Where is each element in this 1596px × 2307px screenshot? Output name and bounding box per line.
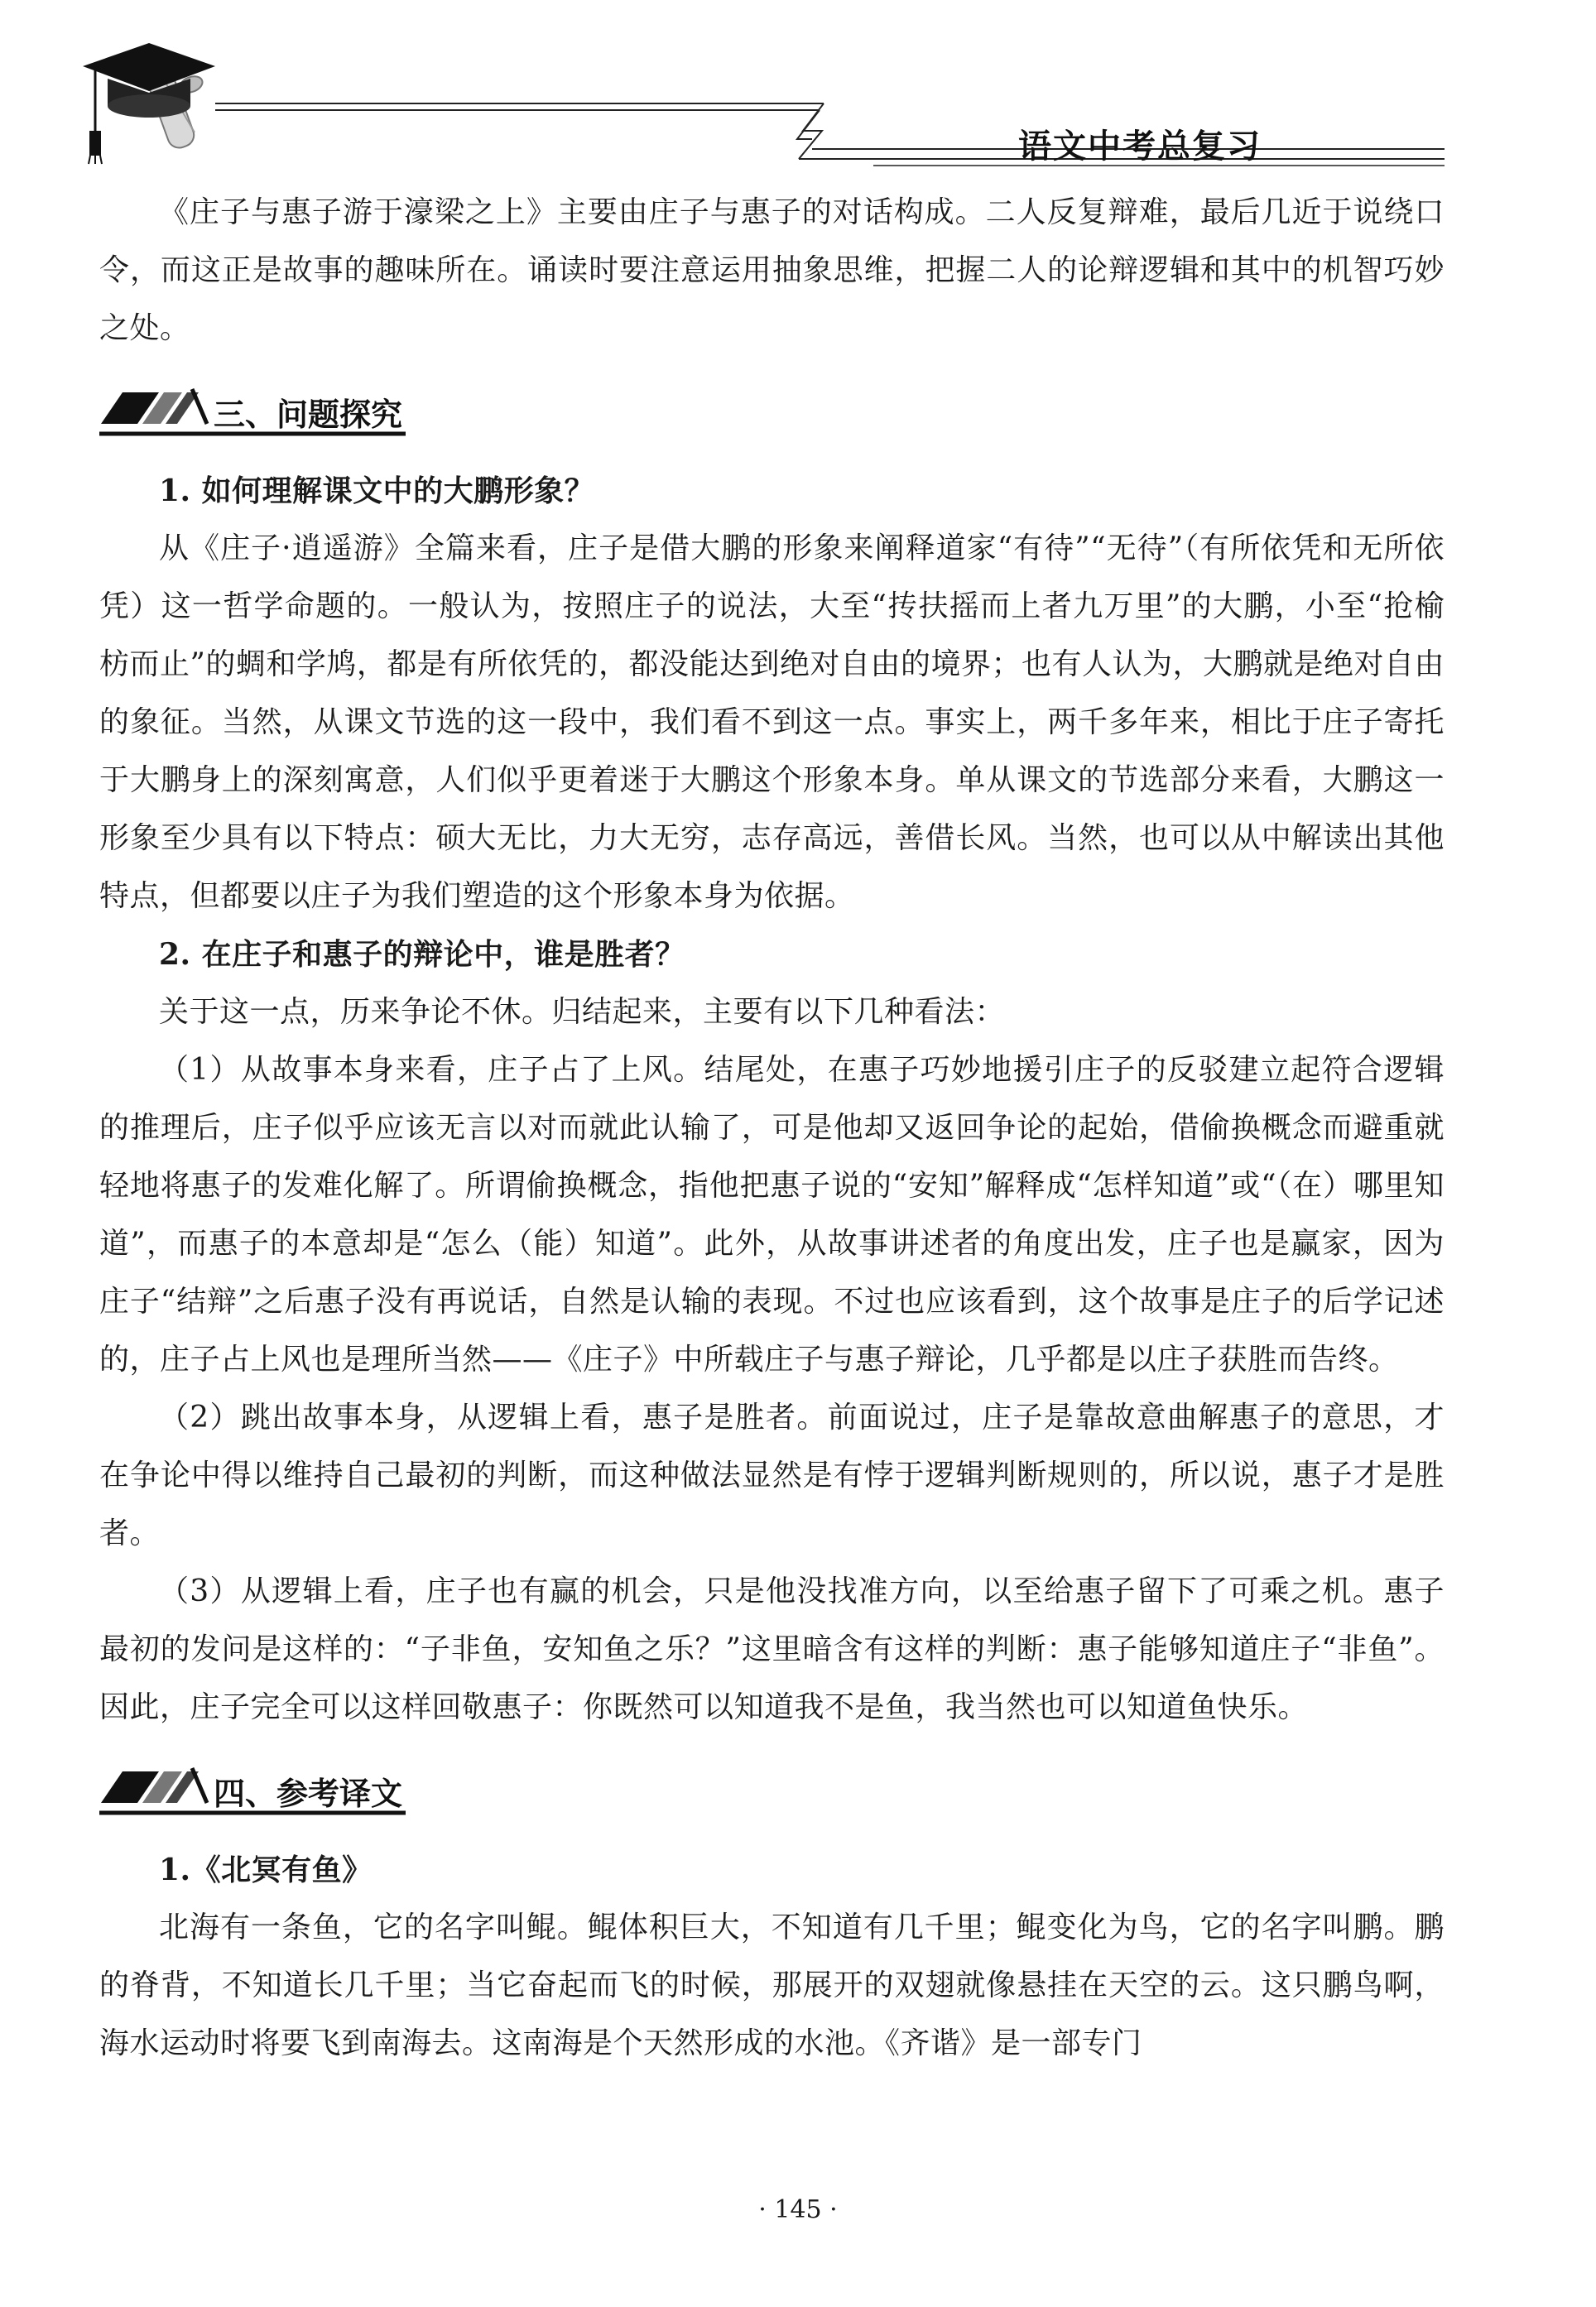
question-1-answer: 从《庄子·逍遥游》全篇来看，庄子是借大鹏的形象来阐释道家“有待”“无待”（有所依凭和无所依凭）这一哲学命题的。一般认为，按照庄子的说法，大至“抟扶摇而上者九万里”的大鹏，小至“抢榆枋而止”的蜩和学鸠，都是有所依凭的，都没能达到绝对自由的境界；也有人认为，大鹏就是绝对自由的象征。当然，从课文节选的这一段中，我们看不到这一点。事实上，两千多年来，相比于庄子寄托于大鹏身上的深刻寓意，人们似乎更着迷于大鹏这个形象本身。单从课文的节选部分来看，大鹏这一形象至少具有以下特点：硕大无比，力大无穷，志存高远，善借长风。当然，也可以从中解读出其他特点，但都要以庄子为我们塑造的这个形象本身为依据。	[99, 531, 1445, 913]
section-heading-4	[99, 1761, 1445, 1819]
translation-1-title: 1.《北冥有鱼》	[159, 1853, 373, 1887]
section-title-4: 四、参考译文	[214, 1776, 403, 1812]
question-2-intro: 关于这一点，历来争论不休。归结起来，主要有以下几种看法：	[159, 995, 1006, 1029]
main-content	[99, 184, 1445, 2073]
question-2-title: 2. 在庄子和惠子的辩论中，谁是胜者？	[159, 937, 685, 972]
header-title: 语文中考总复习	[1018, 127, 1262, 166]
question-2-point-1: （1）从故事本身来看，庄子占了上风。结尾处，在惠子巧妙地援引庄子的反驳建立起符合逻辑的推理后，庄子似乎应该无言以对而就此认输了，可是他却又返回争论的起始，借偷换概念而避重就轻地将惠子的发难化解了。所谓偷换概念，指他把惠子说的“安知”解释成“怎样知道”或“（在）哪里知道”，而惠子的本意却是“怎么（能）知道”。此外，从故事讲述者的角度出发，庄子也是赢家，因为庄子“结辩”之后惠子没有再说话，自然是认输的表现。不过也应该看到，这个故事是庄子的后学记述的，庄子占上风也是理所当然——《庄子》中所载庄子与惠子辩论，几乎都是以庄子获胜而告终。	[99, 1053, 1445, 1377]
section-title-3: 三、问题探究	[214, 397, 403, 433]
page-number: · 145 ·	[758, 2195, 838, 2224]
translation-1-text: 北海有一条鱼，它的名字叫鲲。鲲体积巨大，不知道有几千里；鲲变化为鸟，它的名字叫鹏。鹏的脊背，不知道长几千里；当它奋起而飞的时候，那展开的双翅就像悬挂在天空的云。这只鹏鸟啊，海水运动时将要飞到南海去。这南海是个天然形成的水池。《齐谐》是一部专门	[99, 1910, 1445, 2060]
question-1-title: 1. 如何理解课文中的大鹏形象？	[159, 473, 595, 508]
graduation-cap-icon	[79, 33, 252, 166]
question-2-point-3: （3）从逻辑上看，庄子也有赢的机会，只是他没找准方向，以至给惠子留下了可乘之机。惠子最初的发问是这样的：“子非鱼，安知鱼之乐？”这里暗含有这样的判断：惠子能够知道庄子“非鱼”。因此，庄子完全可以这样回敬惠子：你既然可以知道我不是鱼，我当然也可以知道鱼快乐。	[99, 1574, 1445, 1724]
intro-paragraph: 《庄子与惠子游于濠梁之上》主要由庄子与惠子的对话构成。二人反复辩难，最后几近于说绕口令，而这正是故事的趣味所在。诵读时要注意运用抽象思维，把握二人的论辩逻辑和其中的机智巧妙之处。	[99, 195, 1445, 345]
section-heading-3	[99, 382, 1445, 440]
page-header	[79, 33, 1445, 174]
question-2-point-2: （2）跳出故事本身，从逻辑上看，惠子是胜者。前面说过，庄子是靠故意曲解惠子的意思，才在争论中得以维持自己最初的判断，而这种做法显然是有悖于逻辑判断规则的，所以说，惠子才是胜者。	[99, 1401, 1445, 1550]
